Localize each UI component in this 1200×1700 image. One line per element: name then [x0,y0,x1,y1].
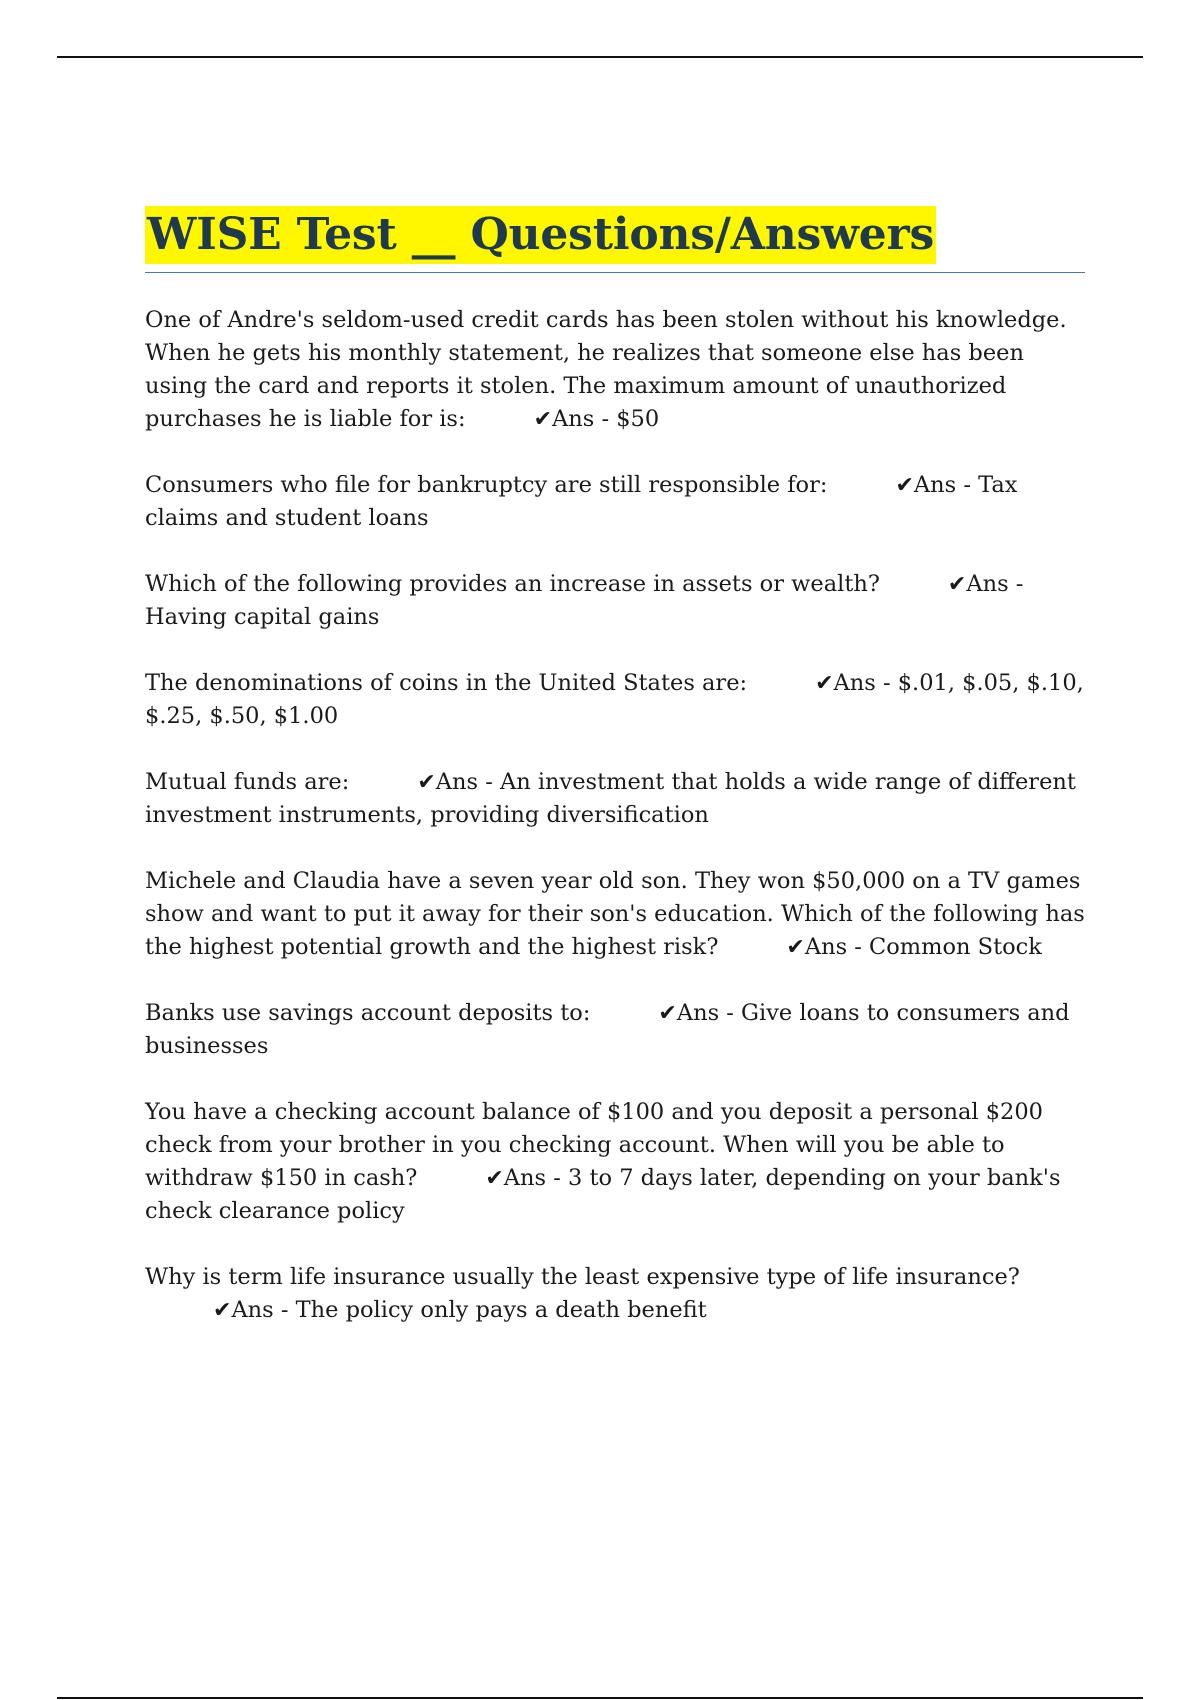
check-icon: ✔ [786,935,805,960]
page-footer-rule [57,1697,1143,1699]
qa-item [145,1261,1085,1327]
question-text: You have a checking account balance of $100 and you deposit a personal $200 check from your brother in you checking account. When will you be able to withdraw $150 in cash? [145,1099,1044,1191]
answer-text: An investment that holds a wide range of different investment instruments, providing diversification [145,769,1076,828]
question-text: Michele and Claudia have a seven year old son. They won $50,000 on a TV games show and want to put it away for their son's education. Which of the following has the highest potential growth and the highest risk? [145,868,1085,960]
qa-item [145,997,1085,1063]
qa-item [145,1096,1085,1228]
qa-item [145,469,1085,535]
qa-item [145,304,1085,436]
check-icon: ✔ [895,473,914,498]
answer-text: $.01, $.05, $.10, $.25, $.50, $1.00 [145,670,1084,729]
question-text: Banks use savings account deposits to: [145,1000,591,1026]
answer-text: Having capital gains [145,604,380,630]
answer-prefix: Ans - [552,406,617,432]
answer-prefix: Ans - [435,769,500,795]
document-body [145,206,1085,1360]
question-text: One of Andre's seldom-used credit cards has been stolen without his knowledge. When he gets his monthly statement, he realizes that someone else has been using the card and reports it stolen. The maximum amount of unauthorized purchases he is liable for is: [145,307,1067,432]
answer-prefix: Ans - [231,1297,296,1323]
answer-prefix: Ans - [804,934,870,960]
answer-prefix: Ans - [913,472,979,498]
answer-text: Common Stock [869,934,1042,960]
answer-text: 3 to 7 days later, depending on your bank's check clearance policy [145,1165,1061,1224]
answer-prefix: Ans - [966,571,1024,597]
check-icon: ✔ [947,572,967,597]
check-icon: ✔ [213,1298,232,1323]
question-text: Consumers who file for bankruptcy are still responsible for: [145,472,828,498]
check-icon: ✔ [485,1166,504,1191]
check-icon: ✔ [533,407,552,432]
answer-prefix: Ans - [503,1165,568,1191]
answer-prefix: Ans - [676,1000,742,1026]
question-text: Why is term life insurance usually the least expensive type of life insurance? [145,1264,1020,1290]
document-title: WISE Test __ Questions/Answers [145,206,936,264]
qa-item [145,568,1085,634]
title-block [145,206,1085,273]
qa-item [145,865,1085,964]
answer-text: Give loans to consumers and businesses [145,1000,1070,1059]
answer-text: $50 [616,406,660,432]
question-text: Mutual funds are: [145,769,350,795]
answer-prefix: Ans - [833,670,898,696]
question-text: The denominations of coins in the United States are: [145,670,748,696]
question-text: Which of the following provides an increase in assets or wealth? [145,571,880,597]
page-header-rule [57,56,1143,58]
qa-item [145,667,1085,733]
check-icon: ✔ [658,1001,677,1026]
answer-text: Tax claims and student loans [145,472,1018,531]
check-icon: ✔ [815,671,834,696]
qa-item [145,766,1085,832]
answer-text: The policy only pays a death benefit [295,1297,707,1323]
check-icon: ✔ [417,770,436,795]
